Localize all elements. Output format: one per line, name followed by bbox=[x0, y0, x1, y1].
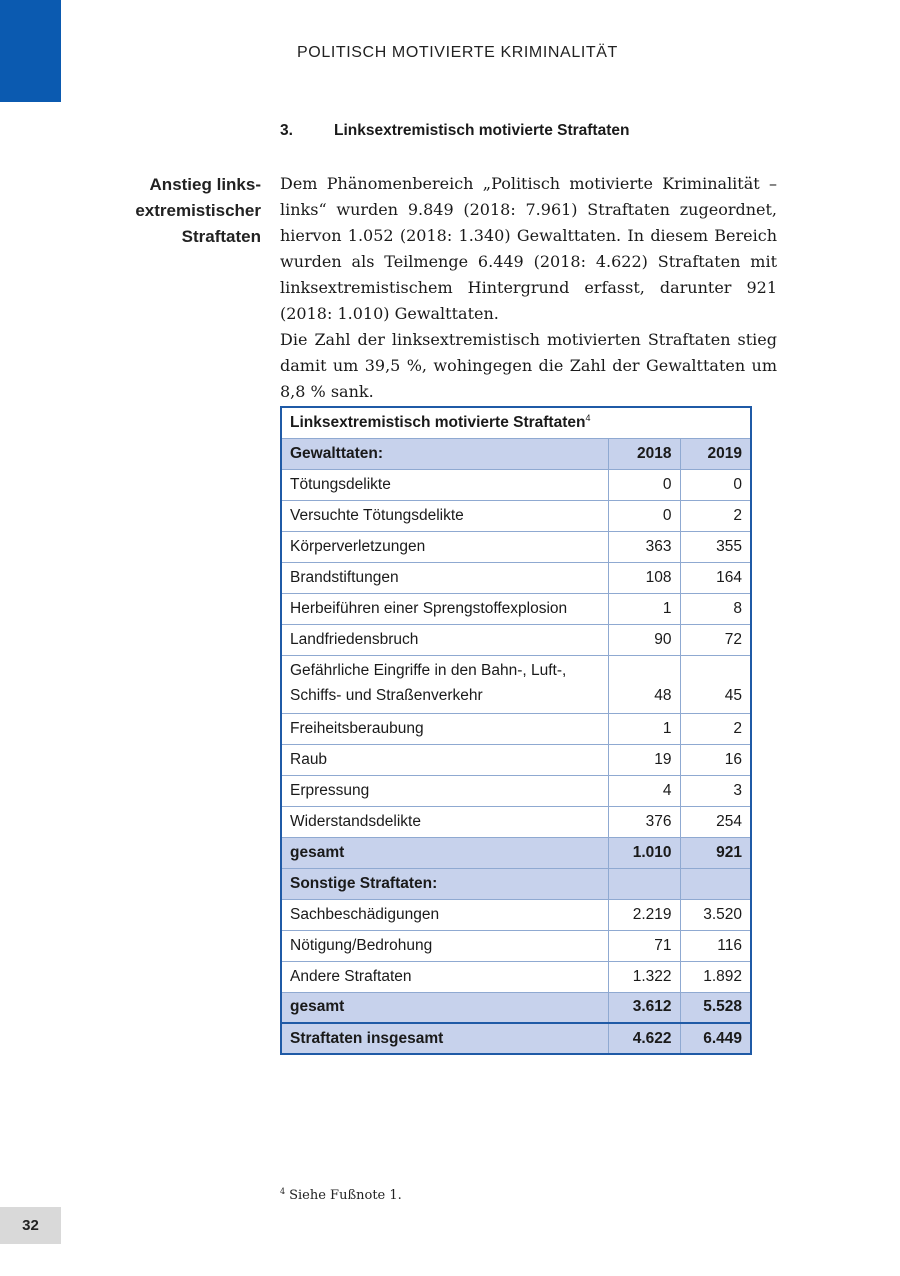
section-title: Linksextremistisch motivierte Straftaten bbox=[334, 122, 630, 139]
value-2018: 90 bbox=[608, 624, 680, 655]
table-row bbox=[281, 500, 751, 531]
value-2019: 6.449 bbox=[680, 1023, 751, 1054]
value-2018: 1.322 bbox=[608, 961, 680, 992]
row-label: Versuchte Tötungsdelikte bbox=[281, 500, 608, 531]
value-2019: 921 bbox=[680, 837, 751, 868]
table-caption-text: Linksextremistisch motivierte Straftaten bbox=[290, 414, 586, 432]
row-label: Brandstiftungen bbox=[281, 562, 608, 593]
table-row bbox=[281, 806, 751, 837]
value-2018: 1 bbox=[608, 713, 680, 744]
value-2018: 2.219 bbox=[608, 899, 680, 930]
table-row bbox=[281, 775, 751, 806]
value-2019: 2 bbox=[680, 713, 751, 744]
table-row bbox=[281, 593, 751, 624]
row-label: Körperverletzungen bbox=[281, 531, 608, 562]
row-label: Widerstandsdelikte bbox=[281, 806, 608, 837]
page-number: 32 bbox=[22, 1217, 39, 1234]
empty-cell bbox=[680, 868, 751, 899]
value-2018: 108 bbox=[608, 562, 680, 593]
value-2018: 1 bbox=[608, 593, 680, 624]
violent-header-row bbox=[281, 438, 751, 469]
table-row bbox=[281, 624, 751, 655]
margin-heading-line: Straftaten bbox=[181, 227, 261, 246]
value-2019: 355 bbox=[680, 531, 751, 562]
running-header: POLITISCH MOTIVIERTE KRIMINALITÄT bbox=[297, 44, 618, 61]
row-label: Sachbeschädigungen bbox=[281, 899, 608, 930]
row-label: gesamt bbox=[281, 837, 608, 868]
value-2018: 4.622 bbox=[608, 1023, 680, 1054]
value-2019: 164 bbox=[680, 562, 751, 593]
footnote-reference: 4 bbox=[585, 413, 591, 424]
table-row bbox=[281, 562, 751, 593]
crime-statistics-table bbox=[280, 406, 752, 1055]
value-2018: 1.010 bbox=[608, 837, 680, 868]
row-label: Erpressung bbox=[281, 775, 608, 806]
other-header-row bbox=[281, 868, 751, 899]
violent-total-row bbox=[281, 837, 751, 868]
year-2019-header: 2019 bbox=[680, 438, 751, 469]
table-row bbox=[281, 899, 751, 930]
table-caption-row bbox=[281, 407, 751, 438]
body-paragraph-2: Die Zahl der linksextremistisch motivierten Straftaten stieg damit um 39,5 %, wohingegen die Zahl der Gewalttaten um 8,8 % sank. bbox=[280, 330, 777, 401]
value-2018: 0 bbox=[608, 469, 680, 500]
value-2019: 2 bbox=[680, 500, 751, 531]
value-2019: 3 bbox=[680, 775, 751, 806]
row-label: Straftaten insgesamt bbox=[281, 1023, 608, 1054]
value-2019: 116 bbox=[680, 930, 751, 961]
table-row bbox=[281, 531, 751, 562]
table-row bbox=[281, 744, 751, 775]
violent-header-label: Gewalttaten: bbox=[281, 438, 608, 469]
row-label: Tötungsdelikte bbox=[281, 469, 608, 500]
value-2019: 254 bbox=[680, 806, 751, 837]
value-2018: 48 bbox=[608, 655, 680, 713]
row-label-line: Gefährliche Eingriffe in den Bahn-, Luft-, bbox=[290, 661, 567, 679]
row-label: Herbeiführen einer Sprengstoffexplosion bbox=[281, 593, 608, 624]
value-2019: 8 bbox=[680, 593, 751, 624]
value-2019: 0 bbox=[680, 469, 751, 500]
value-2018: 376 bbox=[608, 806, 680, 837]
year-2018-header: 2018 bbox=[608, 438, 680, 469]
other-total-row bbox=[281, 992, 751, 1023]
row-label: Freiheitsberaubung bbox=[281, 713, 608, 744]
footnote-text: Siehe Fußnote 1. bbox=[289, 1188, 402, 1203]
value-2019: 72 bbox=[680, 624, 751, 655]
row-label: Raub bbox=[281, 744, 608, 775]
row-label: Landfriedensbruch bbox=[281, 624, 608, 655]
value-2019: 3.520 bbox=[680, 899, 751, 930]
footnote bbox=[280, 1187, 402, 1203]
empty-cell bbox=[608, 868, 680, 899]
table-row bbox=[281, 469, 751, 500]
footnote-marker: 4 bbox=[280, 1187, 286, 1196]
row-label bbox=[281, 655, 608, 713]
other-header-label: Sonstige Straftaten: bbox=[281, 868, 608, 899]
value-2018: 19 bbox=[608, 744, 680, 775]
value-2018: 71 bbox=[608, 930, 680, 961]
row-label: Nötigung/Bedrohung bbox=[281, 930, 608, 961]
table-row bbox=[281, 655, 751, 713]
value-2019: 1.892 bbox=[680, 961, 751, 992]
margin-heading-line: Anstieg links- bbox=[149, 175, 261, 194]
row-label: gesamt bbox=[281, 992, 608, 1023]
margin-heading-line: extremistischer bbox=[135, 201, 261, 220]
grand-total-row bbox=[281, 1023, 751, 1054]
table-row bbox=[281, 961, 751, 992]
value-2019: 45 bbox=[680, 655, 751, 713]
table-row bbox=[281, 930, 751, 961]
row-label-line: Schiffs- und Straßenverkehr bbox=[290, 686, 483, 704]
value-2018: 363 bbox=[608, 531, 680, 562]
table-caption bbox=[281, 407, 751, 438]
margin-heading bbox=[135, 172, 261, 250]
row-label: Andere Straftaten bbox=[281, 961, 608, 992]
header-color-tab bbox=[0, 0, 61, 102]
value-2018: 0 bbox=[608, 500, 680, 531]
section-number: 3. bbox=[280, 122, 293, 139]
table-row bbox=[281, 713, 751, 744]
body-paragraph-1: Dem Phänomenbereich „Politisch motivierte Kriminalität – links“ wurden 9.849 (2018: 7.961) Straftaten zugeordnet, hiervon 1.052 (2018: 1.340) Gewalttaten. In diesem Bereich wurden als Teilmenge 6.449 (2018: 4.622) Straftaten mit linksextremistischem Hintergrund erfasst, darunter 921 (2018: 1.010) Gewalttaten. bbox=[280, 174, 777, 323]
value-2018: 3.612 bbox=[608, 992, 680, 1023]
value-2019: 5.528 bbox=[680, 992, 751, 1023]
value-2018: 4 bbox=[608, 775, 680, 806]
value-2019: 16 bbox=[680, 744, 751, 775]
